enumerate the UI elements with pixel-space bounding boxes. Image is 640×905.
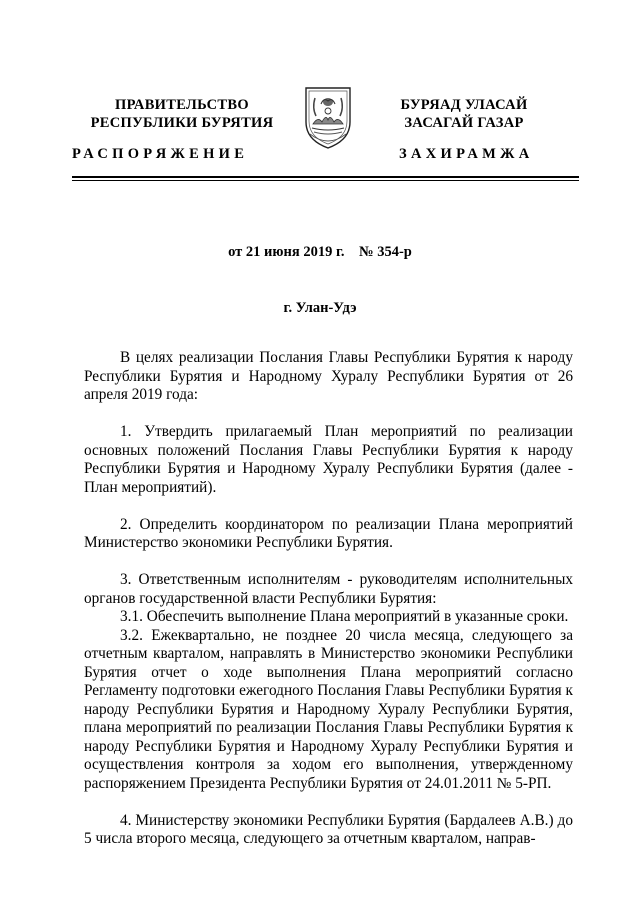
- coat-of-arms-icon: [302, 82, 354, 152]
- paragraph-item-2: 2. Определить координатором по реализации Плана мероприятий Министерство экономики Республики Бурятия.: [84, 515, 573, 551]
- document-date-number: от 21 июня 2019 г. № 354-р: [228, 244, 412, 260]
- issuer-russian-line2: РЕСПУБЛИКИ БУРЯТИЯ: [90, 115, 274, 131]
- paragraph-item-3-1: 3.1. Обеспечить выполнение Плана мероприятий в указанные сроки.: [120, 608, 569, 625]
- issuer-buryat: [386, 96, 542, 132]
- issuer-russian-line1: ПРАВИТЕЛЬСТВО: [115, 97, 249, 113]
- document-body: [84, 349, 573, 849]
- paragraph-item-4: 4. Министерству экономики Республики Бурятия (Бардалеев А.В.) до 5 числа второго месяца, следующего за отчетным кварталом, направ-: [84, 811, 573, 847]
- paragraph-item-3-2: 3.2. Ежеквартально, не позднее 20 числа месяца, следующего за отчетным кварталом, направлять в Министерство экономики Республики Бурятия отчет о ходе выполнения Плана мероприятий согласно Регламенту подготовки ежегодного Послания Главы Республики Бурятия к народу Республики Бурятия и Народному Хуралу Республики Бурятия, плана мероприятий по реализации Послания Главы Республики Бурятия к народу Республики Бурятия и Народному Хуралу Республики Бурятия и осуществления контроля за ходом его выполнения, утвержденному распоряжением Президента Республики Бурятия от 24.01.2011 № 5-РП.: [84, 626, 573, 792]
- document-type-buryat: ЗАХИРАМЖА: [399, 146, 534, 162]
- issuer-buryat-line1: БУРЯАД УЛАСАЙ: [400, 97, 528, 113]
- paragraph-item-1: 1. Утвердить прилагаемый План мероприятий по реализации основных положений Послания Главы Республики Бурятия к народу Республики Бурятия и Народному Хуралу Республики Бурятия (далее - План мероприятий).: [84, 423, 573, 496]
- header-divider-thin: [72, 180, 579, 181]
- paragraph-item-3: 3. Ответственным исполнителям - руководителям исполнительных органов государственной власти Республики Бурятия:: [84, 571, 573, 607]
- issuer-russian: [84, 96, 280, 132]
- issuer-buryat-line2: ЗАСАГАЙ ГАЗАР: [404, 115, 524, 131]
- paragraph-preamble: В целях реализации Послания Главы Республики Бурятия к народу Республики Бурятия и Народному Хуралу Республики Бурятия от 26 апреля 2019 года:: [84, 349, 573, 403]
- header-divider-thick: [72, 176, 579, 178]
- document-city: г. Улан-Удэ: [283, 300, 357, 316]
- document-type-russian: РАСПОРЯЖЕНИЕ: [72, 146, 249, 162]
